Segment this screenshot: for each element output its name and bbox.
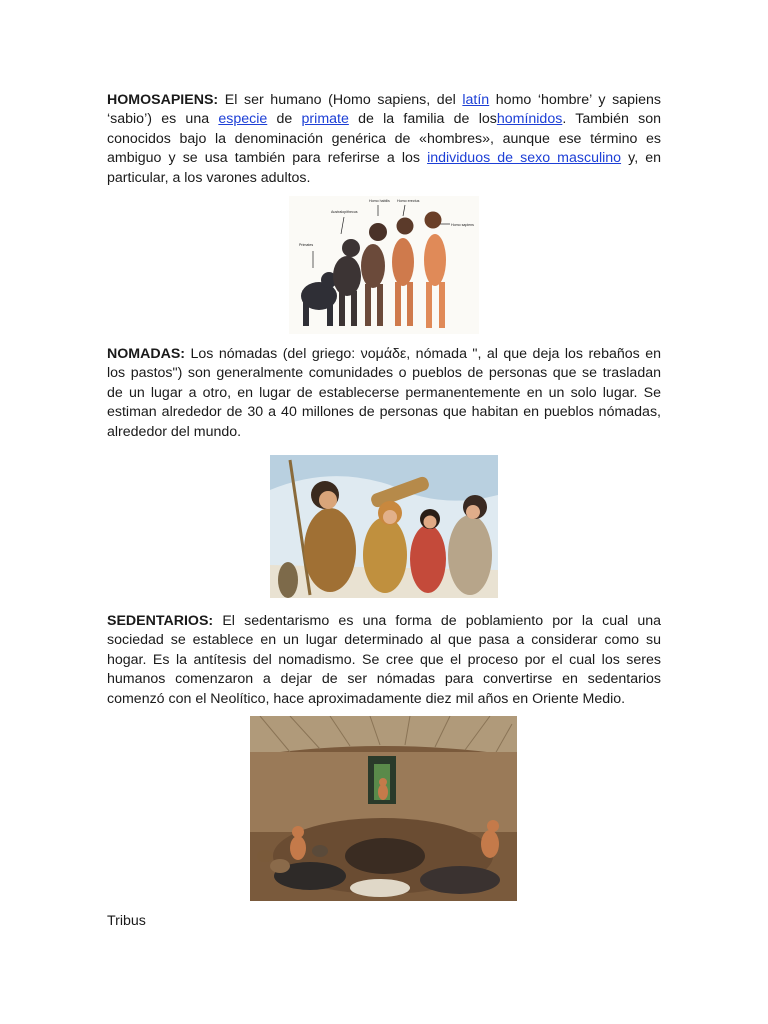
sedentarios-text: El sedentarismo es una forma de poblamiento por la cual una sociedad se establece en un lugar determinado al que pasa a considerar como su hogar. Es la antítesis del nomadismo. Se cree que el proceso por el cual los seres humanos comenzaron a dejar de ser nómadas para convertirse en sedentarios comenzó con el Neolítico, hace aproximadamente diez mil años en Oriente Medio. (107, 613, 661, 707)
sedentarios-paragraph (107, 612, 661, 709)
tribus-text: Tribus (107, 913, 146, 929)
nomadas-paragraph (107, 345, 661, 442)
text-run: El ser humano (Homo sapiens, del (218, 92, 463, 108)
evo-label-1: Australopithecus (331, 210, 358, 214)
link-hominidos[interactable]: homínidos (496, 111, 563, 128)
text-run: de la familia de los (348, 111, 497, 128)
neolithic-hut-interior (250, 716, 517, 901)
neolithic-hut-image (250, 716, 517, 901)
evo-label-2: Homo habilis (369, 199, 390, 203)
nomads-illustration (270, 455, 498, 598)
text-run: . También son conocidos bajo la denominación genérica de «hombres», aunque ese término es ambiguo y se usa también para referirse a los (107, 111, 661, 167)
link-individuos-sexo-masculino[interactable]: individuos de sexo masculino (427, 150, 622, 167)
human-evolution-image (289, 196, 479, 334)
evo-label-3: Homo erectus (397, 199, 420, 203)
evo-label-0: Primates (299, 243, 314, 247)
evo-label-4: Homo sapiens (451, 223, 474, 227)
nomadas-heading: NOMADAS: (107, 346, 186, 362)
link-latin[interactable]: latín (462, 92, 490, 108)
homosapiens-heading: HOMOSAPIENS: (107, 92, 219, 108)
text-run: homo ‘hombre’ y sapiens ‘sabio’) es una (107, 92, 661, 128)
human-evolution-illustration (289, 196, 479, 334)
nomadas-text: Los nómadas (del griego: νομάδε, nómada ", al que deja los rebaños en los pastos") son generalmente comunidades o pueblos de personas que se trasladan de un lugar a otro, en lugar de establecerse permanentemente en un solo lugar. Se estiman alrededor de 30 a 40 millones de personas que habitan en pueblos nómadas, alrededor del mundo. (107, 346, 661, 440)
homosapiens-paragraph (107, 91, 661, 188)
link-especie[interactable]: especie (218, 111, 268, 128)
text-run: y, en particular, a los varones adultos. (107, 150, 661, 186)
nomads-image (270, 455, 498, 598)
text-run: de (267, 111, 302, 128)
sedentarios-heading: SEDENTARIOS: (107, 613, 214, 629)
link-primate[interactable]: primate (301, 111, 349, 128)
